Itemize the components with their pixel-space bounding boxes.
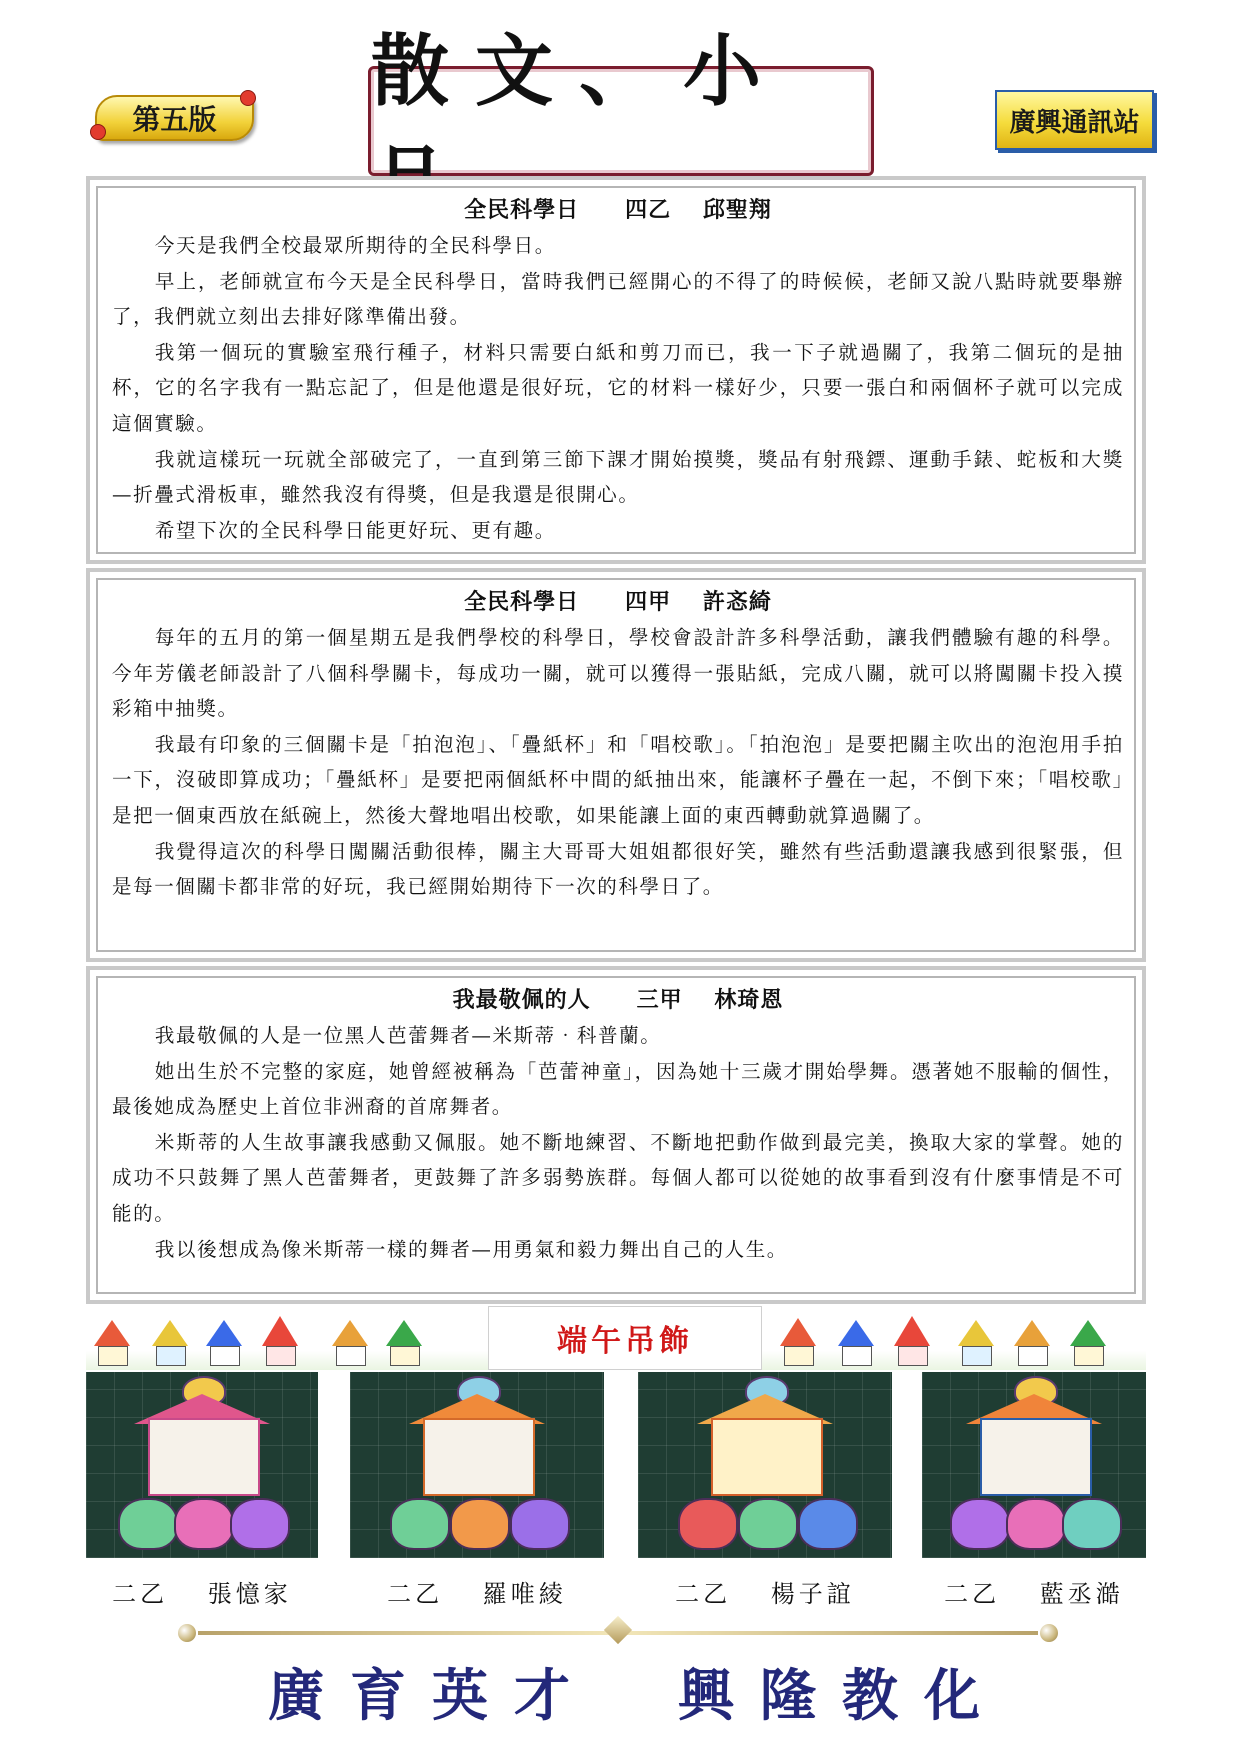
paragraph: 她出生於不完整的家庭，她曾經被稱為「芭蕾神童」，因為她十三歲才開始學舞。憑著她不服輸的個性，最後她成為歷史上首位非洲裔的首席舞者。 <box>112 1059 1124 1119</box>
house-icon <box>94 1320 130 1366</box>
footer-divider <box>178 1624 1058 1642</box>
craft-photo <box>86 1372 318 1558</box>
house-icon <box>894 1316 930 1366</box>
dragon-icon <box>738 1498 798 1550</box>
craft-house <box>148 1418 260 1496</box>
edition-label: 第五版 <box>132 103 217 136</box>
title-frame <box>368 26 874 176</box>
paragraph: 我第一個玩的實驗室飛行種子，材料只需要白紙和剪刀而已，我一下子就過關了，我第二個玩的是抽杯，它的名字我有一點忘記了，但是他還是很好玩，它的材料一樣好少，只要一張白和兩個杯子就可以完成這個實驗。 <box>112 340 1124 435</box>
craft-house <box>980 1418 1092 1496</box>
article-title: 全民科學日 四甲 許忞綺 <box>464 589 772 615</box>
dragon-row <box>350 1498 604 1550</box>
dragon-icon <box>678 1498 738 1550</box>
dragon-row <box>638 1498 892 1550</box>
house-icon <box>332 1320 368 1366</box>
dragon-icon <box>1062 1498 1122 1550</box>
paragraph: 早上，老師就宣布今天是全民科學日，當時我們已經開心的不得了的時候候，老師又說八點時就要舉辦了，我們就立刻出去排好隊準備出發。 <box>112 269 1124 329</box>
article-box <box>86 568 1146 962</box>
edition-dot-right <box>240 90 256 106</box>
student-name: 二乙 張憶家 <box>112 1580 292 1608</box>
article-title: 我最敬佩的人 三甲 林琦恩 <box>452 987 784 1013</box>
house-icon <box>1070 1320 1106 1366</box>
edition-dot-left <box>90 124 106 140</box>
footer-motto: 廣育英才 興隆教化 <box>268 1663 1006 1729</box>
house-icon <box>958 1320 994 1366</box>
dragon-icon <box>798 1498 858 1550</box>
dragon-icon <box>510 1498 570 1550</box>
station-label: 廣興通訊站 <box>1009 107 1140 138</box>
article-inner <box>96 976 1136 1294</box>
paragraph: 米斯蒂的人生故事讓我感動又佩服。她不斷地練習、不斷地把動作做到最完美，換取大家的掌聲。她的成功不只鼓舞了黑人芭蕾舞者，更鼓舞了許多弱勢族群。每個人都可以從她的故事看到沒有什麼事情是不可能的。 <box>112 1130 1124 1225</box>
divider-knob <box>1040 1624 1058 1642</box>
page-title: 散文、小 <box>371 26 788 117</box>
dragon-icon <box>950 1498 1010 1550</box>
dragon-row <box>922 1498 1146 1550</box>
craft-photo <box>922 1372 1146 1558</box>
dragon-icon <box>174 1498 234 1550</box>
house-icon <box>152 1320 188 1366</box>
craft-photo <box>350 1372 604 1558</box>
dragon-icon <box>230 1498 290 1550</box>
paragraph: 我以後想成為像米斯蒂一樣的舞者—用勇氣和毅力舞出自己的人生。 <box>154 1237 788 1261</box>
house-icon <box>206 1320 242 1366</box>
article-inner <box>96 186 1136 554</box>
paragraph: 每年的五月的第一個星期五是我們學校的科學日，學校會設計許多科學活動，讓我們體驗有趣的科學。今年芳儀老師設計了八個科學關卡，每成功一關，就可以獲得一張貼紙，完成八關，就可以將闖關卡投入摸彩箱中抽獎。 <box>112 626 1124 721</box>
house-icon <box>838 1320 874 1366</box>
student-name: 二乙 楊子誼 <box>675 1580 855 1608</box>
dragon-icon <box>450 1498 510 1550</box>
craft-photo <box>638 1372 892 1558</box>
craft-house <box>711 1418 823 1496</box>
article-body <box>112 620 1124 905</box>
article-box <box>86 966 1146 1304</box>
craft-house <box>423 1418 535 1496</box>
paragraph: 今天是我們全校最眾所期待的全民科學日。 <box>154 234 556 257</box>
dragon-row <box>86 1498 318 1550</box>
house-icon <box>386 1320 422 1366</box>
article-box <box>86 176 1146 564</box>
article-title: 全民科學日 四乙 邱聖翔 <box>464 197 772 223</box>
station-tag <box>995 90 1154 150</box>
paragraph: 我覺得這次的科學日闖關活動很棒，關主大哥哥大姐姐都很好笑，雖然有些活動還讓我感到很緊張，但是每一個關卡都非常的好玩，我已經開始期待下一次的科學日了。 <box>112 839 1124 899</box>
house-icon <box>780 1318 816 1366</box>
edition-tag <box>95 95 254 141</box>
paragraph: 我最有印象的三個關卡是「拍泡泡」、「疊紙杯」和「唱校歌」。「拍泡泡」是要把關主吹出的泡泡用手拍一下，沒破即算成功；「疊紙杯」是要把兩個紙杯中間的紙抽出來，能讓杯子疊在一起，不倒下來；「唱校歌」是把一個東西放在紙碗上，然後大聲地唱出校歌，如果能讓上面的東西轉動就算過關了。 <box>112 732 1124 827</box>
dragon-icon <box>390 1498 450 1550</box>
divider-knob <box>178 1624 196 1642</box>
student-name: 二乙 藍丞澔 <box>944 1580 1124 1608</box>
article-inner <box>96 578 1136 952</box>
divider-diamond <box>604 1616 632 1644</box>
dragon-icon <box>1006 1498 1066 1550</box>
article-body <box>112 228 1124 548</box>
house-icon <box>1014 1320 1050 1366</box>
gallery-caption: 端午吊飾 <box>488 1306 762 1370</box>
house-icon <box>262 1316 298 1366</box>
student-name: 二乙 羅唯綾 <box>387 1580 567 1608</box>
article-body <box>112 1018 1124 1267</box>
dragon-icon <box>118 1498 178 1550</box>
paragraph: 我就這樣玩一玩就全部破完了，一直到第三節下課才開始摸獎，獎品有射飛鏢、運動手錶、蛇板和大獎—折疊式滑板車，雖然我沒有得獎，但是我還是很開心。 <box>112 447 1124 507</box>
paragraph: 希望下次的全民科學日能更好玩、更有趣。 <box>154 518 556 542</box>
paragraph: 我最敬佩的人是一位黑人芭蕾舞者—米斯蒂‧科普蘭。 <box>154 1024 662 1047</box>
